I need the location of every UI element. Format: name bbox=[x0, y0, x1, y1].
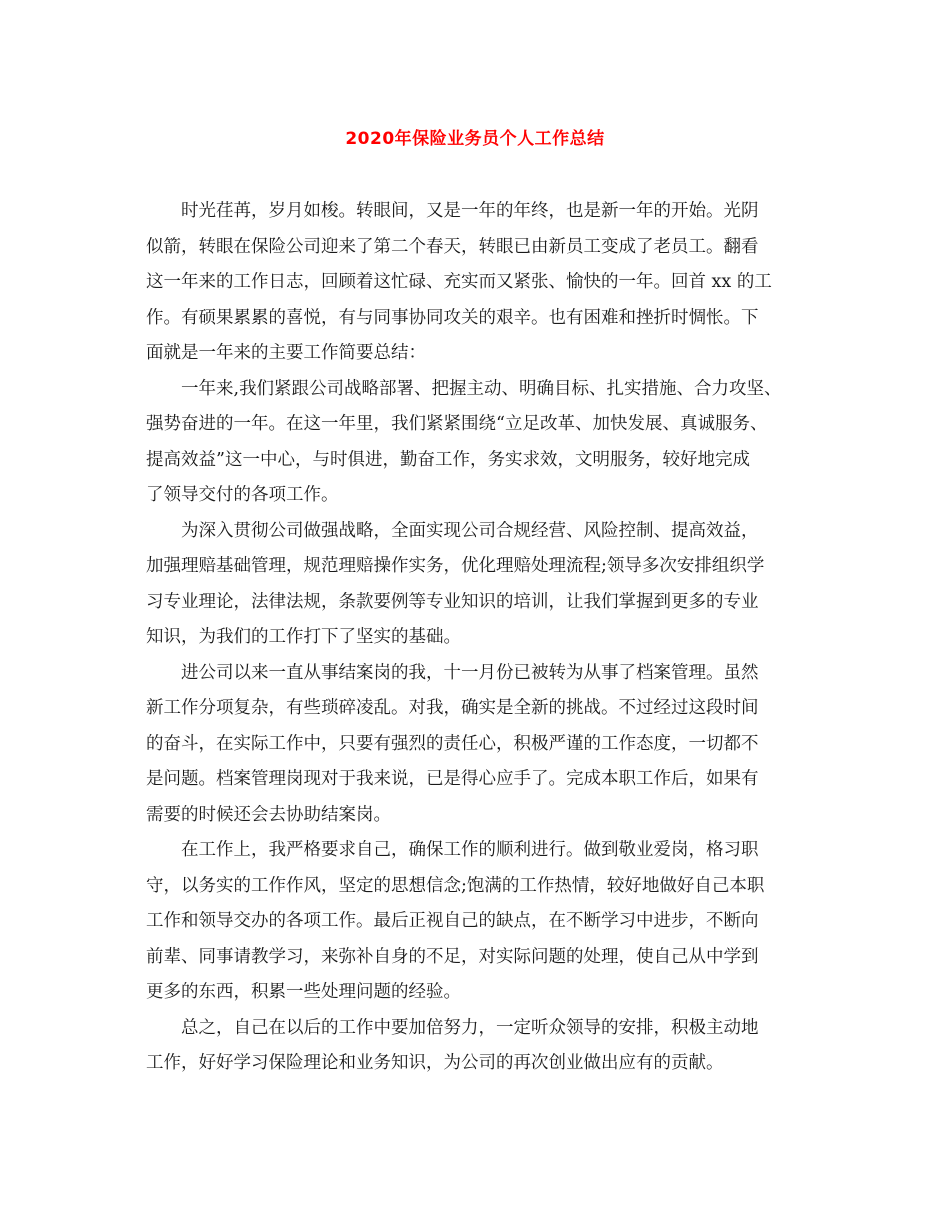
paragraph bbox=[146, 194, 814, 372]
paragraph-line: 在工作上，我严格要求自己，确保工作的顺利进行。做到敬业爱岗，格习职 bbox=[181, 840, 759, 860]
paragraph-line: 加强理赔基础管理，规范理赔操作实务，优化理赔处理流程;领导多次安排组织学 bbox=[146, 556, 765, 576]
document-body bbox=[146, 194, 814, 1082]
paragraph-line: 是问题。档案管理岗现对于我来说，已是得心应手了。完成本职工作后，如果有 bbox=[146, 769, 759, 789]
paragraph-line: 更多的东西，积累一些处理问题的经验。 bbox=[146, 982, 461, 1002]
paragraph bbox=[146, 372, 814, 514]
paragraph-line: 新工作分项复杂，有些琐碎凌乱。对我，确实是全新的挑战。不过经过这段时间 bbox=[146, 698, 759, 718]
paragraph-line: 前辈、同事请教学习，来弥补自身的不足，对实际问题的处理，使自己从中学到 bbox=[146, 946, 759, 967]
paragraph-line: 守，以务实的工作作风，坚定的思想信念;饱满的工作热情，较好地做好自己本职 bbox=[146, 875, 765, 896]
paragraph-line: 习专业理论，法律法规，条款要例等专业知识的培训，让我们掌握到更多的专业 bbox=[146, 591, 759, 612]
paragraph bbox=[146, 514, 814, 656]
paragraph-line: 总之，自己在以后的工作中要加倍努力，一定听众领导的安排，积极主动地 bbox=[181, 1017, 759, 1038]
paragraph-line: 一年来,我们紧跟公司战略部署、把握主动、明确目标、扎实措施、合力攻坚、 bbox=[181, 378, 782, 399]
paragraph bbox=[146, 656, 814, 834]
paragraph-line: 进公司以来一直从事结案岗的我，十一月份已被转为从事了档案管理。虽然 bbox=[181, 662, 759, 683]
paragraph-line: 提高效益”这一中心，与时俱进，勤奋工作，务实求效，文明服务，较好地完成 bbox=[146, 449, 750, 470]
paragraph-line: 工作和领导交办的各项工作。最后正视自己的缺点，在不断学习中进步，不断向 bbox=[146, 911, 759, 931]
paragraph-line: 了领导交付的各项工作。 bbox=[146, 485, 339, 505]
paragraph-line: 强势奋进的一年。在这一年里，我们紧紧围绕“立足改革、加快发展、真诚服务、 bbox=[146, 414, 768, 434]
paragraph-line: 面就是一年来的主要工作简要总结： bbox=[146, 343, 426, 363]
paragraph-line: 似箭，转眼在保险公司迎来了第二个春天，转眼已由新员工变成了老员工。翻看 bbox=[146, 236, 759, 257]
paragraph-line: 时光荏苒，岁月如梭。转眼间，又是一年的年终，也是新一年的开始。光阴 bbox=[181, 201, 759, 221]
paragraph-line: 这一年来的工作日志，回顾着这忙碌、充实而又紧张、愉快的一年。回首 xx 的工 bbox=[146, 272, 772, 292]
paragraph bbox=[146, 1011, 814, 1082]
paragraph-line: 工作，好好学习保险理论和业务知识，为公司的再次创业做出应有的贡献。 bbox=[146, 1053, 724, 1073]
paragraph-line: 需要的时候还会去协助结案岗。 bbox=[146, 804, 391, 825]
paragraph-line: 为深入贯彻公司做强战略，全面实现公司合规经营、风险控制、提高效益， bbox=[181, 520, 759, 541]
paragraph-line: 作。有硕果累累的喜悦，有与同事协同攻关的艰辛。也有困难和挫折时惆怅。下 bbox=[146, 307, 759, 328]
paragraph-line: 知识，为我们的工作打下了坚实的基础。 bbox=[146, 627, 461, 647]
paragraph bbox=[146, 833, 814, 1011]
paragraph-line: 的奋斗，在实际工作中，只要有强烈的责任心，积极严谨的工作态度，一切都不 bbox=[146, 733, 759, 754]
document-title: 2020年保险业务员个人工作总结 bbox=[345, 129, 605, 149]
